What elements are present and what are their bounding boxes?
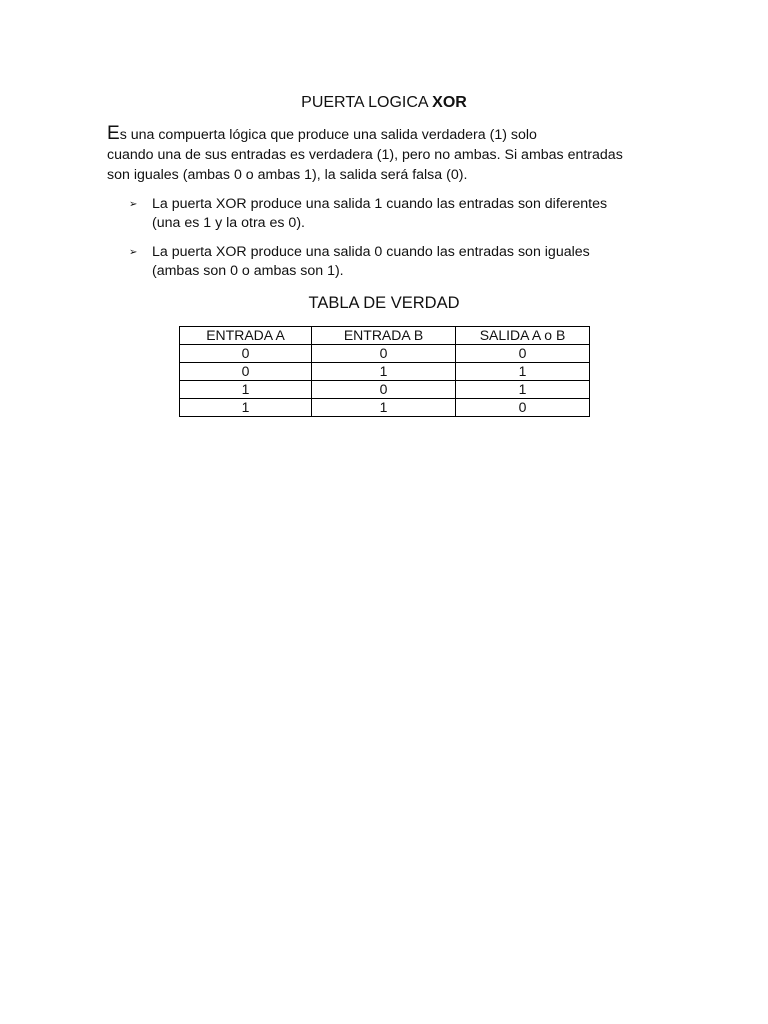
- table-cell: 0: [312, 381, 456, 399]
- intro-line-2: cuando una de sus entradas es verdadera (1), pero no ambas. Si ambas entradas: [107, 147, 623, 163]
- truth-table: [179, 326, 590, 417]
- bullet-line-1: La puerta XOR produce una salida 0 cuando las entradas son iguales: [152, 244, 590, 260]
- table-header-row: [180, 327, 590, 345]
- table-cell: 0: [180, 363, 312, 381]
- table-cell: 0: [312, 345, 456, 363]
- table-cell: 1: [180, 399, 312, 417]
- intro-dropcap: E: [107, 123, 120, 144]
- intro-line-1-text: s una compuerta lógica que produce una salida verdadera (1) solo: [119, 127, 537, 143]
- column-header-entrada-a: ENTRADA A: [180, 327, 312, 345]
- table-cell: 1: [456, 363, 590, 381]
- column-header-entrada-b: ENTRADA B: [312, 327, 456, 345]
- arrow-bullet-icon: ➢: [129, 199, 138, 210]
- table-cell: 0: [180, 345, 312, 363]
- column-header-salida: SALIDA A o B: [456, 327, 590, 345]
- table-cell: 1: [180, 381, 312, 399]
- bullet-line-2: (ambas son 0 o ambas son 1).: [152, 263, 344, 279]
- intro-line-3: son iguales (ambas 0 o ambas 1), la salida será falsa (0).: [107, 167, 468, 183]
- title-normal-text: PUERTA LOGICA: [301, 94, 433, 111]
- bullet-list: [107, 195, 667, 291]
- table-row: [180, 345, 590, 363]
- table-cell: 1: [456, 381, 590, 399]
- intro-line-1: [107, 124, 667, 145]
- list-item: [107, 243, 667, 281]
- bullet-line-2: (una es 1 y la otra es 0).: [152, 215, 305, 231]
- bullet-line-1: La puerta XOR produce una salida 1 cuando las entradas son diferentes: [152, 196, 608, 212]
- page-title: [0, 93, 768, 113]
- table-row: [180, 399, 590, 417]
- table-row: [180, 381, 590, 399]
- intro-paragraph: [107, 124, 667, 185]
- truth-table-title: TABLA DE VERDAD: [308, 294, 460, 312]
- table-cell: 1: [312, 363, 456, 381]
- table-row: [180, 363, 590, 381]
- list-item: [107, 195, 667, 233]
- table-cell: 1: [312, 399, 456, 417]
- table-cell: 0: [456, 345, 590, 363]
- table-cell: 0: [456, 399, 590, 417]
- arrow-bullet-icon: ➢: [129, 247, 138, 258]
- title-bold-text: XOR: [432, 94, 467, 111]
